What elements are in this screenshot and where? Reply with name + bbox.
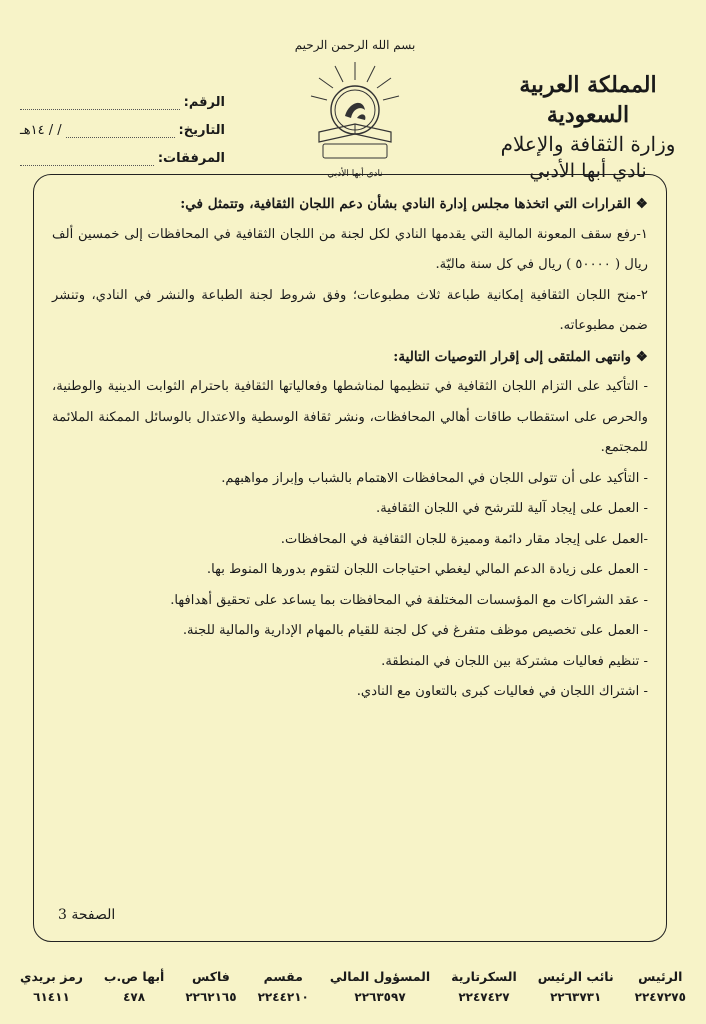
contact-number: ٢٢٦٢١٦٥ xyxy=(185,990,237,1004)
recommendation-item: - تنظيم فعاليات مشتركة بين اللجان في المنطقة. xyxy=(381,653,648,669)
contact-vice-president xyxy=(538,968,614,1008)
contact-switchboard xyxy=(258,968,309,1008)
recommendation-item: - التأكيد على التزام اللجان الثقافية في تنظيمها لمناشطها وفعالياتها الثقافية باحترام الثوابت الدينية والوطنية، والحرص على استقطاب طاقات أهالي المحافظات، ونشر ثقافة الوسطية والاعتدال بالوسائل الممكنة الملائمة للمجتمع. xyxy=(52,379,648,455)
contact-number: ٤٧٨ xyxy=(123,990,146,1004)
contact-president xyxy=(635,968,686,1008)
content-box xyxy=(33,174,667,942)
contact-label: أبها ص.ب xyxy=(103,969,165,984)
club-name: نادي أبها الأدبي xyxy=(529,160,647,182)
page-number: الصفحة 3 xyxy=(58,907,116,923)
recommendation-item: - عقد الشراكات مع المؤسسات المختلفة في المحافظات بما يساعد على تحقيق أهدافها. xyxy=(170,592,648,608)
contact-label: مقسم xyxy=(263,969,303,984)
recommendation-item: - اشتراك اللجان في فعاليات كبرى بالتعاون مع النادي. xyxy=(356,684,648,699)
contact-number: ٢٢٤٤٢١٠ xyxy=(257,990,309,1004)
attachments-dotted-line xyxy=(20,153,154,166)
recommendation-item: - العمل على زيادة الدعم المالي ليغطي احتياجات اللجان لتقوم بدورها المنوط بها. xyxy=(206,562,648,577)
attachments-label: المرفقات: xyxy=(157,151,225,166)
date-label: التاريخ: xyxy=(178,123,225,138)
attachments-row xyxy=(20,138,225,166)
contact-secretariat xyxy=(451,968,517,1008)
number-label: الرقم: xyxy=(183,95,225,110)
date-dotted-line xyxy=(66,125,175,138)
contact-fax xyxy=(185,968,236,1008)
recommendation-item: - العمل على تخصيص موظف متفرغ في كل لجنة للقيام بالمهام الإدارية والمالية للجنة. xyxy=(182,623,648,638)
decision-item-1: ١-رفع سقف المعونة المالية التي يقدمها النادي لكل لجنة من اللجان الثقافية في المحافظات إلى خمسين ألف ريال ( ٥٠٠٠٠ ) ريال في كل سنة ماليّة. xyxy=(52,226,648,272)
contact-finance xyxy=(330,968,430,1008)
contact-postal-code xyxy=(20,968,83,1008)
letterhead-logo xyxy=(292,38,418,179)
letterhead-org xyxy=(488,70,688,184)
recommendation-item: - العمل على إيجاد آلية للترشح في اللجان الثقافية. xyxy=(376,501,648,516)
ministry-name: وزارة الثقافة والإعلام xyxy=(500,132,676,156)
contact-label: السكرتارية xyxy=(451,969,517,984)
contact-number: ٢٢٤٧٢٧٥ xyxy=(634,990,686,1004)
number-dotted-line xyxy=(20,97,180,110)
contact-label: المسؤول المالي xyxy=(329,969,431,984)
recommendation-item: -العمل على إيجاد مقار دائمة ومميزة للجان الثقافية في المحافظات. xyxy=(280,531,648,547)
reference-number-row xyxy=(20,82,225,110)
club-logo-icon xyxy=(305,54,405,162)
decisions-heading: ❖ القرارات التي اتخذها مجلس إدارة النادي بشأن دعم اللجان الثقافية، وتتمثل في: xyxy=(180,196,648,212)
date-row xyxy=(20,110,225,138)
contact-footer xyxy=(20,968,686,1008)
contact-label: فاكس xyxy=(192,969,230,984)
contact-label: الرئيس xyxy=(638,969,683,984)
reference-fields xyxy=(20,82,225,166)
contact-number: ٢٢٤٧٤٢٧ xyxy=(458,990,510,1004)
recommendation-item: - التأكيد على أن تتولى اللجان في المحافظات الاهتمام بالشباب وإبراز مواهبهم. xyxy=(221,470,648,486)
recommendations-heading: ❖ وانتهى الملتقى إلى إقرار التوصيات التالية: xyxy=(393,348,648,365)
contact-number: ٢٢٦٣٥٩٧ xyxy=(354,990,406,1004)
contact-label: رمز بريدي xyxy=(20,969,83,984)
date-value: / / ١٤هـ xyxy=(20,123,62,138)
contact-number: ٢٢٦٣٧٣١ xyxy=(550,990,602,1004)
kingdom-name: المملكة العربية السعودية xyxy=(519,72,657,128)
basmala: بسم الله الرحمن الرحيم xyxy=(294,38,416,52)
contact-po-box xyxy=(104,968,164,1008)
contact-label: نائب الرئيس xyxy=(537,969,614,984)
logo-caption: نادي أبها الأدبي xyxy=(327,169,383,179)
decision-item-2: ٢-منح اللجان الثقافية إمكانية طباعة ثلاث مطبوعات؛ وفق شروط لجنة الطباعة والنشر في النادي، وتنشر ضمن مطبوعاته. xyxy=(52,287,648,333)
contact-number: ٦١٤١١ xyxy=(33,990,70,1004)
